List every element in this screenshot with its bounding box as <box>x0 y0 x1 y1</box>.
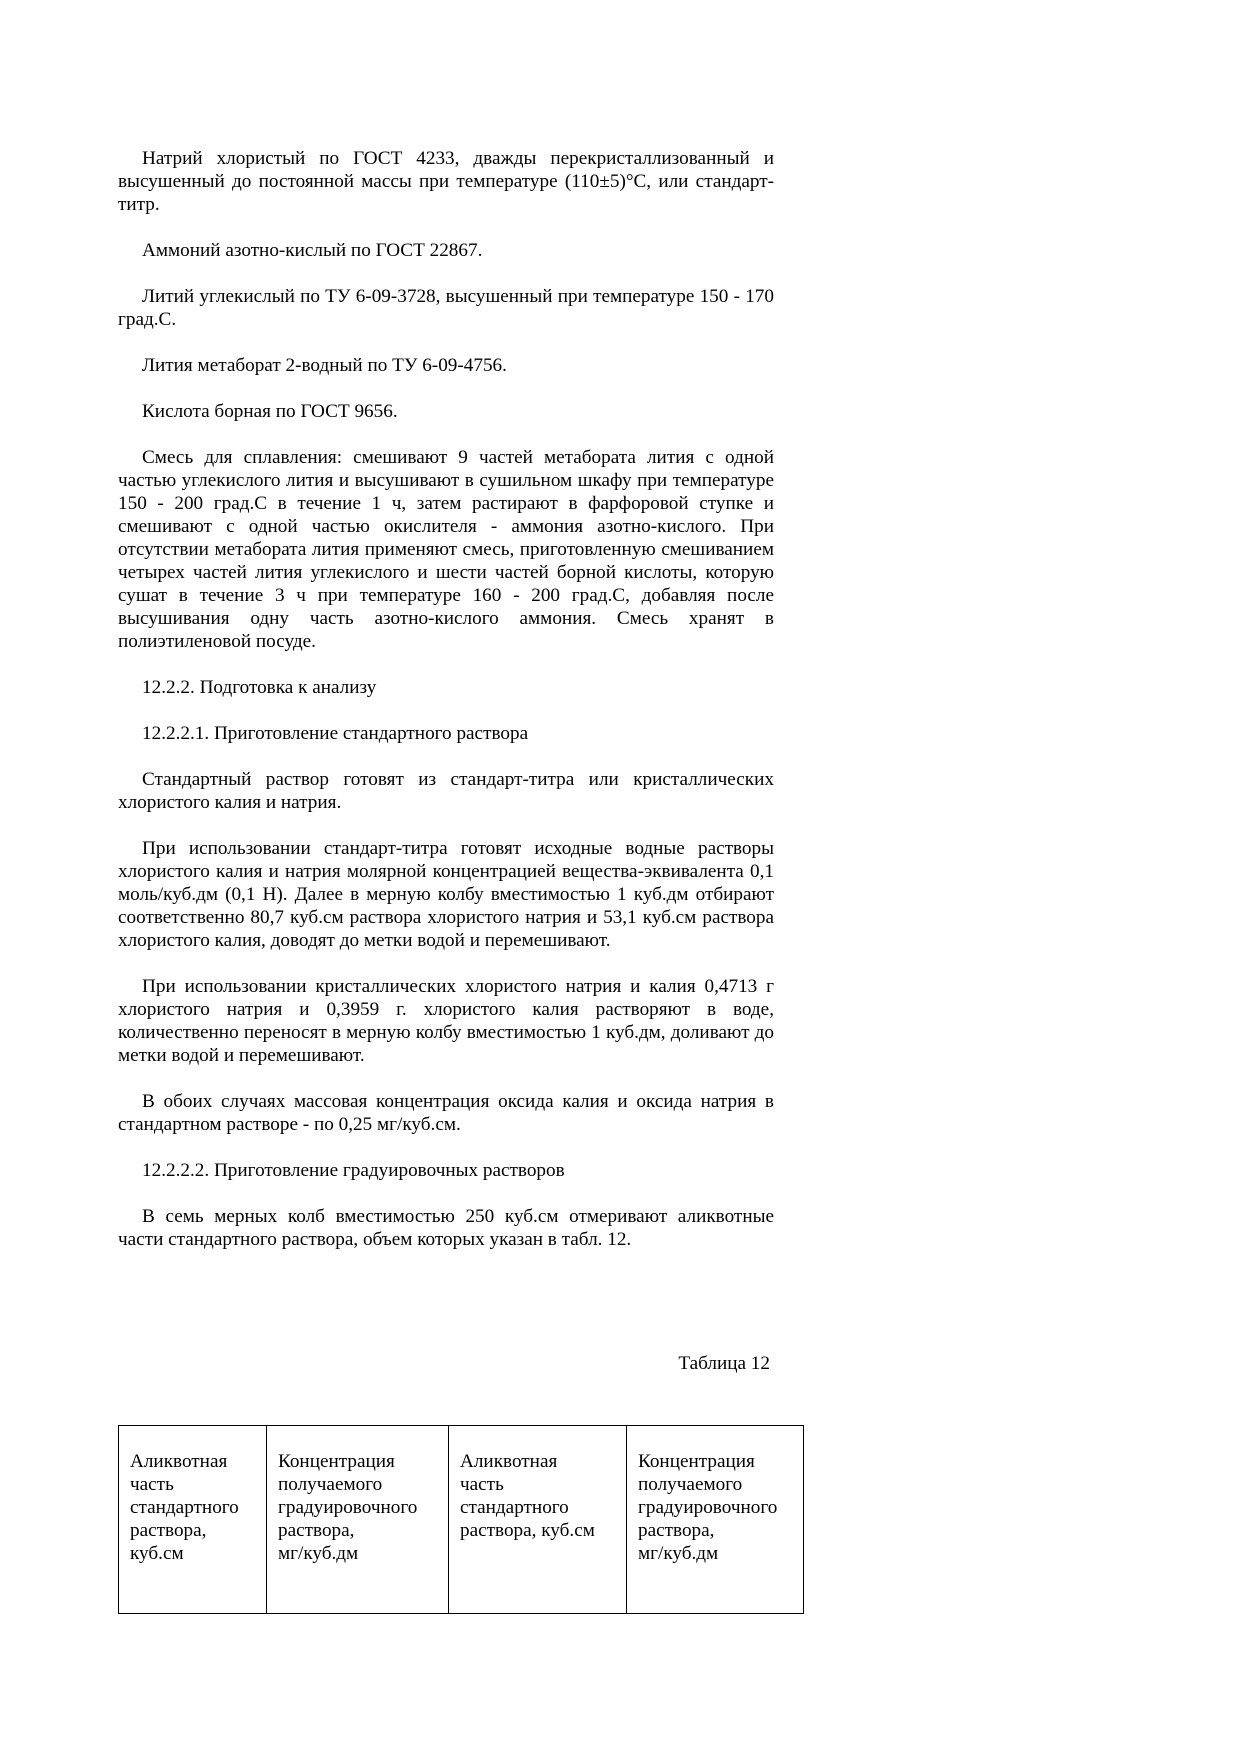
paragraph: Аммоний азотно-кислый по ГОСТ 22867. <box>142 240 483 261</box>
table-header-cell <box>267 1426 449 1614</box>
table-header-row <box>119 1426 804 1614</box>
header-line: получаемого <box>278 1474 383 1495</box>
section-heading: 12.2.2.2. Приготовление градуировочных растворов <box>142 1160 565 1181</box>
header-line: куб.см <box>130 1543 184 1564</box>
section-heading: 12.2.2.1. Приготовление стандартного раствора <box>142 723 529 744</box>
paragraph: При использовании кристаллических хлористого натрия и калия 0,4713 г хлористого натрия и 0,3959 г. хлористого калия растворяют в воде, количественно переносят в мерную колбу вместимостью 1 куб.дм, доливают до метки водой и перемешивают. <box>118 976 774 1066</box>
header-line: получаемого <box>638 1474 743 1495</box>
paragraph: При использовании стандарт-титра готовят исходные водные растворы хлористого калия и натрия молярной концентрацией вещества-эквивалента 0,1 моль/куб.дм (0,1 Н). Далее в мерную колбу вместимостью 1 куб.дм отбирают соответственно 80,7 куб.см раствора хлористого натрия и 53,1 куб.см раствора хлористого калия, доводят до метки водой и перемешивают. <box>118 838 774 951</box>
header-line: стандартного <box>130 1497 239 1518</box>
header-line: мг/куб.дм <box>638 1543 719 1564</box>
table-caption: Таблица 12 <box>678 1353 770 1374</box>
paragraph: В семь мерных колб вместимостью 250 куб.см отмеривают аликвотные части стандартного раствора, объем которых указан в табл. 12. <box>118 1206 774 1250</box>
paragraph: Кислота борная по ГОСТ 9656. <box>142 401 398 422</box>
paragraph: Литий углекислый по ТУ 6-09-3728, высушенный при температуре 150 - 170 град.С. <box>118 286 774 330</box>
paragraph: Натрий хлористый по ГОСТ 4233, дважды перекристаллизованный и высушенный до постоянной массы при температуре (110±5)°С, или стандарт-титр. <box>118 148 774 215</box>
header-line: мг/куб.дм <box>278 1543 359 1564</box>
header-line: раствора, <box>130 1520 207 1541</box>
header-line: стандартного <box>460 1497 569 1518</box>
table-header-cell <box>119 1426 267 1614</box>
header-line: раствора, <box>278 1520 355 1541</box>
header-line: градуировочного <box>278 1497 418 1518</box>
header-line: часть <box>130 1474 174 1495</box>
header-line: Концентрация <box>278 1451 395 1472</box>
header-line: раствора, куб.см <box>460 1520 595 1541</box>
data-table <box>118 1425 804 1614</box>
paragraph: В обоих случаях массовая концентрация оксида калия и оксида натрия в стандартном растворе - по 0,25 мг/куб.см. <box>118 1091 774 1135</box>
section-heading: 12.2.2. Подготовка к анализу <box>142 677 377 698</box>
header-line: раствора, <box>638 1520 715 1541</box>
table-header-cell <box>627 1426 804 1614</box>
header-line: часть <box>460 1474 504 1495</box>
paragraph: Стандартный раствор готовят из стандарт-титра или кристаллических хлористого калия и натрия. <box>118 769 774 813</box>
paragraph: Лития метаборат 2-водный по ТУ 6-09-4756. <box>142 355 507 376</box>
table-header-cell <box>449 1426 627 1614</box>
header-line: Концентрация <box>638 1451 755 1472</box>
header-line: Аликвотная <box>130 1451 228 1472</box>
document-body <box>118 147 774 1274</box>
paragraph: Смесь для сплавления: смешивают 9 частей метабората лития с одной частью углекислого лития и высушивают в сушильном шкафу при температуре 150 - 200 град.С в течение 1 ч, затем растирают в фарфоровой ступке и смешивают с одной частью окислителя - аммония азотно-кислого. При отсутствии метабората лития применяют смесь, приготовленную смешиванием четырех частей лития углекислого и шести частей борной кислоты, которую сушат в течение 3 ч при температуре 160 - 200 град.С, добавляя после высушивания одну часть азотно-кислого аммония. Смесь хранят в полиэтиленовой посуде. <box>118 447 774 652</box>
header-line: Аликвотная <box>460 1451 558 1472</box>
header-line: градуировочного <box>638 1497 778 1518</box>
